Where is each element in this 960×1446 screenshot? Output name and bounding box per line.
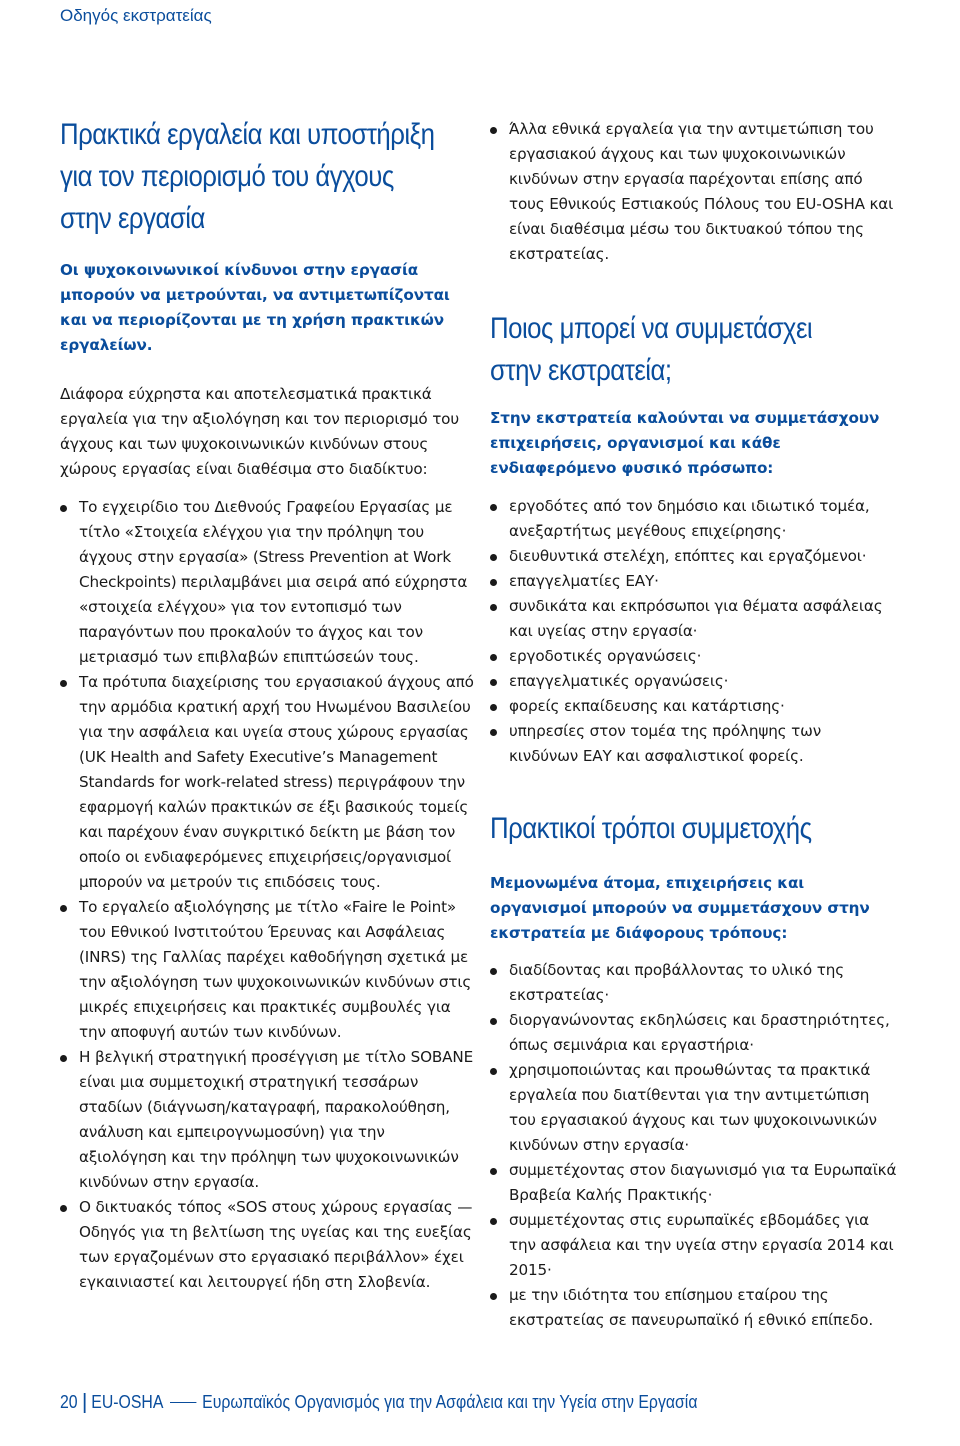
list-item: διοργανώνοντας εκδηλώσεις και δραστηριότητες, όπως σεμινάρια και εργαστήρια· (490, 1008, 900, 1058)
list-item: Τα πρότυπα διαχείρισης του εργασιακού άγχους από την αρμόδια κρατική αρχή του Ηνωμένου Βασιλείου για την ασφάλεια και υγεία στους χώρους εργασίας (UK Health and Safety Executive’s Management Standards for work-related stress) περιγράφουν την εφαρμογή καλών πρακτικών σε έξι βασικούς τομείς και παρέχουν έναν συγκριτικό δείκτη με βάση τον οποίο οι ενδιαφερόμενες επιχειρήσεις/οργανισμοί μπορούν να μετρούν τις επιδόσεις τους. (60, 670, 474, 895)
heading-line: στην εκστρατεία; (490, 354, 672, 387)
list-item: επαγγελματικές οργανώσεις· (490, 669, 885, 694)
list-item: χρησιμοποιώντας και προωθώντας τα πρακτικά εργαλεία που διατίθενται για την αντιμετώπιση του εργασιακού άγχους και των ψυχοκοινωνικών κινδύνων στην εργασία· (490, 1058, 900, 1158)
list-item: εργοδότες από τον δημόσιο και ιδιωτικό τομέα, ανεξαρτήτως μεγέθους επιχείρησης· (490, 494, 885, 544)
list-item: Η βελγική στρατηγική προσέγγιση με τίτλο SOBANE είναι μια συμμετοχική στρατηγική τεσσάρων σταδίων (διάγνωση/καταγραφή, παρακολούθηση, ανάλυση και εμπειρογνωμοσύνη) για την αξιολόγηση και την πρόληψη των ψυχοκοινωνικών κινδύνων στην εργασία. (60, 1045, 474, 1195)
list-item: με την ιδιότητα του επίσημου εταίρου της εκστρατείας σε πανευρωπαϊκό ή εθνικό επίπεδο. (490, 1283, 900, 1333)
page-footer (60, 1392, 697, 1413)
list-item: συμμετέχοντας στον διαγωνισμό για τα Ευρωπαϊκά Βραβεία Καλής Πρακτικής· (490, 1158, 900, 1208)
section-heading-ways (490, 808, 812, 850)
footer-separator (84, 1393, 85, 1413)
list-item: φορείς εκπαίδευσης και κατάρτισης· (490, 694, 885, 719)
agency-acronym: EU-OSHA (91, 1392, 164, 1412)
list-item: Το εργαλείο αξιολόγησης με τίτλο «Faire le Point» του Εθνικού Ινστιτούτου Έρευνας και Ασφάλειας (INRS) της Γαλλίας παρέχει καθοδήγηση σχετικά με την αξιολόγηση των ψυχοκοινωνικών κινδύνων στις μικρές επιχειρήσεις και πρακτικές συμβουλές για την αποφυγή αυτών των κινδύνων. (60, 895, 474, 1045)
intro-paragraph: Διάφορα εύχρηστα και αποτελεσματικά πρακτικά εργαλεία για την αξιολόγηση και τον περιορισμό του άγχους και των ψυχοκοινωνικών κινδύνων στους χώρους εργασίας είναι διαθέσιμα στο διαδίκτυο: (60, 385, 459, 478)
list-item: Το εγχειρίδιο του Διεθνούς Γραφείου Εργασίας με τίτλο «Στοιχεία ελέγχου για την πρόληψη του άγχους στην εργασία» (Stress Prevention at Work Checkpoints) περιλαμβάνει μια σειρά από εύχρηστα «στοιχεία ελέγχου» για τον εντοπισμό των παραγόντων που προκαλούν το άγχος και τον μετριασμό των επιβλαβών επιπτώσεών τους. (60, 495, 474, 670)
agency-full-name: Ευρωπαϊκός Οργανισμός για την Ασφάλεια και την Υγεία στην Εργασία (202, 1392, 698, 1412)
national-tools-list (490, 117, 900, 267)
list-item: εργοδοτικές οργανώσεις· (490, 644, 885, 669)
lead-paragraph: Οι ψυχοκοινωνικοί κίνδυνοι στην εργασία μπορούν να μετρούνται, να αντιμετωπίζονται και να περιορίζονται με τη χρήση πρακτικών εργαλείων. (60, 261, 450, 354)
footer-dash (170, 1402, 196, 1404)
ways-lead: Μεμονωμένα άτομα, επιχειρήσεις και οργανισμοί μπορούν να συμμετάσχουν στην εκστρατεία με διάφορους τρόπους: (490, 874, 870, 942)
who-lead: Στην εκστρατεία καλούνται να συμμετάσχουν επιχειρήσεις, οργανισμοί και κάθε ενδιαφερόμενο φυσικό πρόσωπο: (490, 409, 880, 477)
list-item: υπηρεσίες στον τομέα της πρόληψης των κινδύνων ΕΑΥ και ασφαλιστικοί φορείς. (490, 719, 885, 769)
list-item: συμμετέχοντας στις ευρωπαϊκές εβδομάδες για την ασφάλεια και την υγεία στην εργασία 2014 και 2015· (490, 1208, 900, 1283)
list-item: Ο δικτυακός τόπος «SOS στους χώρους εργασίας — Οδηγός για τη βελτίωση της υγείας και της ευεξίας των εργαζομένων στο εργασιακό περιβάλλον» έχει εγκαινιαστεί και λειτουργεί ήδη στη Σλοβενία. (60, 1195, 474, 1295)
heading-line: Πρακτικά εργαλεία και υποστήριξη (60, 118, 435, 151)
heading-line: Πρακτικοί τρόποι συμμετοχής (490, 812, 812, 845)
list-item: διαδίδοντας και προβάλλοντας το υλικό της εκστρατείας· (490, 958, 900, 1008)
heading-line: για τον περιορισμό του άγχους (60, 160, 394, 193)
heading-line: Ποιος μπορεί να συμμετάσχει (490, 312, 813, 345)
running-header: Οδηγός εκστρατείας (60, 6, 212, 25)
list-item: συνδικάτα και εκπρόσωποι για θέματα ασφάλειας και υγείας στην εργασία· (490, 594, 885, 644)
section-heading-who (490, 308, 812, 392)
participation-ways-list (490, 958, 900, 1333)
page-number: 20 (60, 1392, 78, 1412)
list-item: Άλλα εθνικά εργαλεία για την αντιμετώπιση του εργασιακού άγχους και των ψυχοκοινωνικών κινδύνων στην εργασία παρέχονται επίσης από τους Εθνικούς Εστιακούς Πόλους του EU-OSHA και είναι διαθέσιμα μέσω του δικτυακού τόπου της εκστρατείας. (490, 117, 900, 267)
section-heading-tools (60, 114, 434, 240)
list-item: διευθυντικά στελέχη, επόπτες και εργαζόμενοι· (490, 544, 885, 569)
heading-line: στην εργασία (60, 202, 205, 235)
participants-list (490, 494, 885, 769)
list-item: επαγγελματίες ΕΑΥ· (490, 569, 885, 594)
tools-list (60, 495, 474, 1295)
